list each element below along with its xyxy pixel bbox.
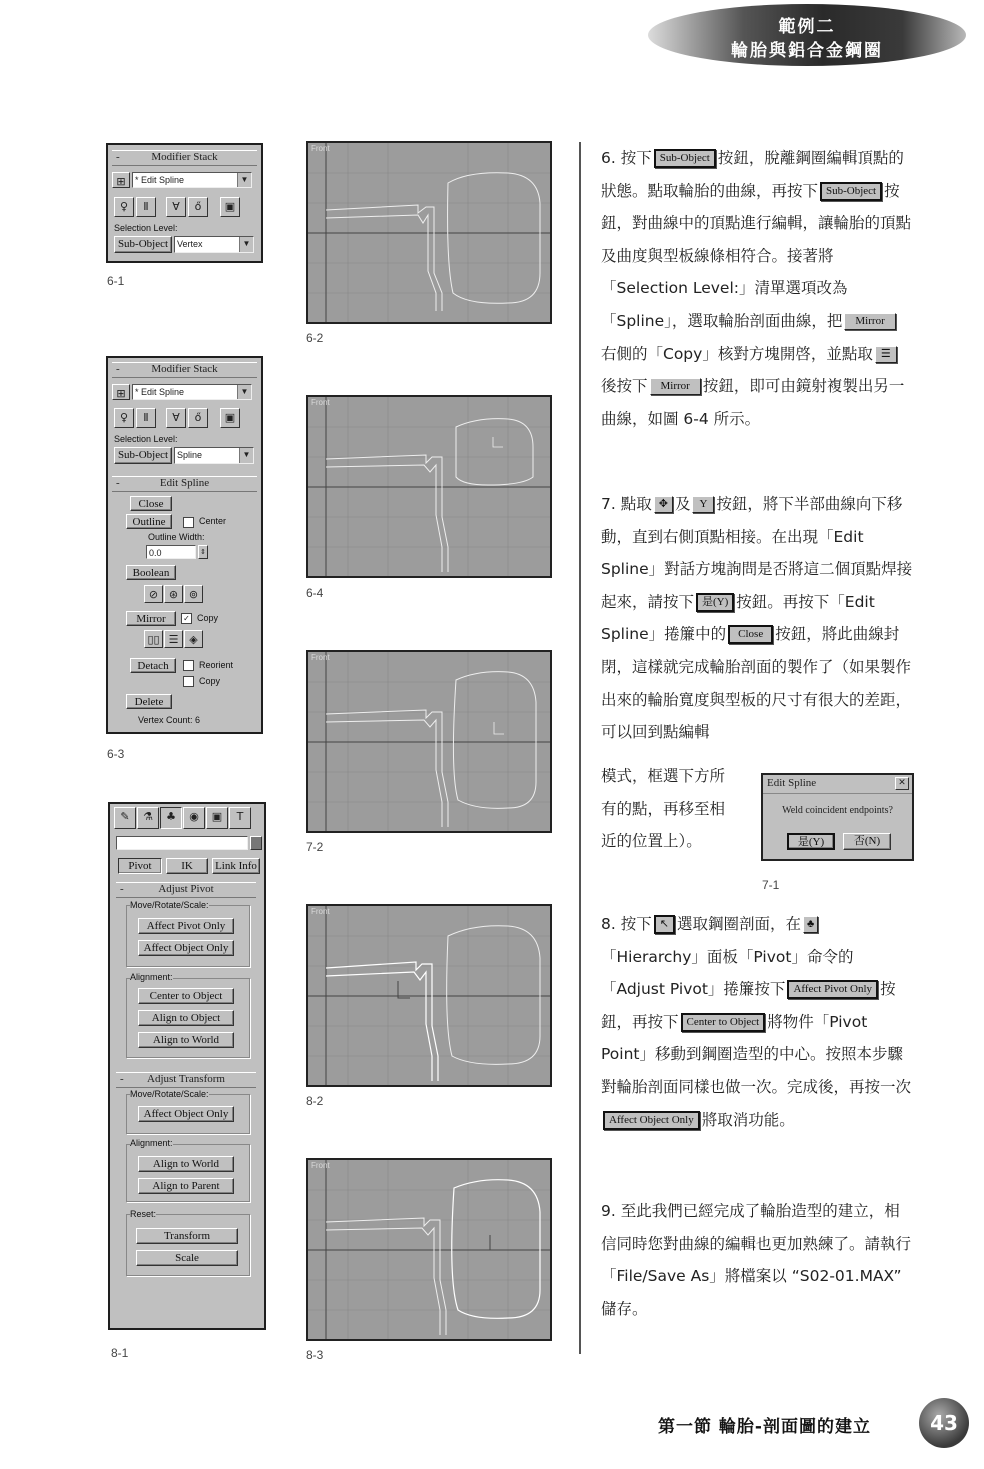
center-to-object-button[interactable]: Center to Object xyxy=(138,988,234,1004)
make-unique-icon[interactable]: ∀ xyxy=(166,197,186,217)
scale-button[interactable]: Scale xyxy=(136,1250,238,1266)
weld-dialog xyxy=(761,773,914,861)
affect-object-only-button[interactable]: Affect Object Only xyxy=(138,940,234,956)
edit-spline-rollout-header[interactable]: - Edit Spline xyxy=(112,476,257,492)
page-number: 43 xyxy=(919,1398,969,1448)
move-inline-icon[interactable]: ✥ xyxy=(654,496,673,513)
group-label: Alignment: xyxy=(130,1138,173,1148)
close-button[interactable]: Close xyxy=(130,496,172,511)
group-label: Reset: xyxy=(130,1209,157,1219)
subtraction-icon[interactable]: ⊛ xyxy=(164,585,183,603)
outline-width-input[interactable]: 0.0 xyxy=(146,545,196,559)
modifier-dropdown[interactable] xyxy=(132,384,252,400)
figure-caption: 6-2 xyxy=(306,331,324,345)
sub-object-inline-button[interactable]: Sub-Object xyxy=(820,182,882,201)
y-constraint-inline-button[interactable]: Y xyxy=(692,496,714,513)
rollout-header[interactable]: - Modifier Stack xyxy=(112,362,257,378)
selection-level-label: Selection Level: xyxy=(114,223,178,233)
vertex-count: Vertex Count: 6 xyxy=(138,715,201,725)
yes-button[interactable]: 是(Y) xyxy=(787,833,835,850)
display-tab-icon[interactable]: ▣ xyxy=(206,807,228,829)
viewport-7-2[interactable] xyxy=(306,650,552,833)
dropdown-value: * Edit Spline xyxy=(135,175,185,185)
affect-object-only-inline-button[interactable]: Affect Object Only xyxy=(603,1111,700,1130)
text: 及 xyxy=(674,495,691,513)
copy-checkbox[interactable]: ✓ xyxy=(181,613,192,624)
tab-pivot[interactable]: Pivot xyxy=(118,858,162,874)
viewport-drawing xyxy=(308,652,550,831)
outline-width-label: Outline Width: xyxy=(148,532,205,542)
step-8-text xyxy=(601,908,913,1136)
adjust-pivot-header[interactable]: - Adjust Pivot xyxy=(116,882,256,898)
adjust-transform-header[interactable]: - Adjust Transform xyxy=(116,1072,256,1088)
delete-button[interactable]: Delete xyxy=(126,694,172,709)
pin-stack-icon[interactable]: ⊞ xyxy=(112,384,130,400)
align-to-object-button[interactable]: Align to Object xyxy=(138,1010,234,1026)
figure-caption: 8-1 xyxy=(111,1346,129,1360)
text: 按鈕，即可由鏡射複製出另一曲線，如圖 6-4 所示。 xyxy=(601,377,905,428)
utilities-tab-icon[interactable]: T xyxy=(229,807,251,829)
copy-label: Copy xyxy=(197,613,219,623)
align-to-world-button-2[interactable]: Align to World xyxy=(138,1156,234,1172)
union-icon[interactable]: ⊘ xyxy=(144,585,163,603)
rollout-title: Adjust Pivot xyxy=(158,883,214,895)
chevron-down-icon: ▼ xyxy=(237,173,251,187)
rollout-title: Modifier Stack xyxy=(151,363,218,375)
level-value: Vertex xyxy=(177,239,203,249)
text: 按鈕，脫離鋼圈編輯頂點的狀態。點取輪胎的曲線，再按下 xyxy=(601,149,904,200)
viewport-8-3[interactable] xyxy=(306,1158,552,1341)
rollout-title: Modifier Stack xyxy=(151,151,218,163)
viewport-label: Front xyxy=(311,398,330,407)
chapter-badge xyxy=(648,4,966,66)
sub-object-inline-button[interactable]: Sub-Object xyxy=(654,149,716,168)
chevron-down-icon: ▼ xyxy=(239,448,253,463)
remove-modifier-icon[interactable]: ő xyxy=(188,408,208,428)
level-dropdown[interactable] xyxy=(174,447,254,464)
section-footer: 第一節 輪胎-剖面圖的建立 xyxy=(658,1417,871,1437)
level-dropdown[interactable] xyxy=(174,236,254,253)
create-tab-icon[interactable]: ✎ xyxy=(114,807,136,829)
intersection-icon[interactable]: ⊚ xyxy=(184,585,203,603)
close-inline-button[interactable]: Close xyxy=(728,625,773,644)
text: 按鈕，將此曲線封閉，這樣就完成輪胎剖面的製作了（如果製作出來的輪胎寬度與型板的尺寸有很大的差距，可以回到點編輯 xyxy=(601,625,912,742)
modifier-dropdown[interactable] xyxy=(132,172,252,188)
text: 按鈕，對曲線中的頂點進行編輯，讓輪胎的頂點及曲度與型板線條相符合。接著將「Selection Level:」清單選項改為「Spline」，選取輪胎剖面曲線，把 xyxy=(601,181,912,330)
viewport-drawing xyxy=(308,906,550,1085)
chevron-down-icon: ▼ xyxy=(237,385,251,399)
show-end-result-icon[interactable]: Ⅱ xyxy=(136,408,156,428)
remove-modifier-icon[interactable]: ő xyxy=(188,197,208,217)
mirror-button[interactable]: Mirror xyxy=(126,611,176,626)
mirror-vertical-icon[interactable]: ☰ xyxy=(164,630,183,648)
viewport-label: Front xyxy=(311,653,330,662)
edit-stack-icon[interactable]: ▣ xyxy=(220,408,240,428)
text: 將物件「Pivot Point」移動到鋼圈造型的中心。按照本步驟對輪胎剖面同樣也做一次。完成後，再按一次 xyxy=(601,1012,912,1096)
active-inactive-icon[interactable]: ♀ xyxy=(114,408,134,428)
modify-tab-icon[interactable]: ⚗ xyxy=(137,807,159,829)
dropdown-value: * Edit Spline xyxy=(135,387,185,397)
text: 8. 按下 xyxy=(601,915,652,933)
viewport-8-2[interactable] xyxy=(306,904,552,1087)
figure-caption: 8-3 xyxy=(306,1348,324,1362)
text: 「Hierarchy」面板「Pivot」命令的「Adjust Pivot」捲簾按下 xyxy=(601,947,854,999)
mirror-both-icon[interactable]: ◈ xyxy=(184,630,203,648)
badge-line2: 輪胎與鋁合金鋼圈 xyxy=(731,41,883,61)
step-6-text xyxy=(601,142,913,435)
motion-tab-icon[interactable]: ◉ xyxy=(183,807,205,829)
dialog-titlebar xyxy=(763,775,912,794)
figure-caption: 7-1 xyxy=(762,878,780,892)
edit-stack-icon[interactable]: ▣ xyxy=(220,197,240,217)
make-unique-icon[interactable]: ∀ xyxy=(166,408,186,428)
chevron-down-icon: ▼ xyxy=(239,237,253,252)
group-label: Alignment: xyxy=(130,972,173,982)
text: 模式，框選下方所 xyxy=(601,767,726,785)
align-to-world-button[interactable]: Align to World xyxy=(138,1032,234,1048)
reset-group xyxy=(126,1214,250,1276)
rollout-header[interactable]: - Modifier Stack xyxy=(112,150,257,166)
text: 右側的「Copy」核對方塊開啓，並點取 xyxy=(601,344,873,363)
center-label: Center xyxy=(199,516,227,526)
outline-button[interactable]: Outline xyxy=(126,514,172,529)
object-name-field[interactable] xyxy=(116,836,248,850)
reorient-checkbox[interactable] xyxy=(183,660,194,671)
align-to-parent-button[interactable]: Align to Parent xyxy=(138,1178,234,1194)
step-7-text xyxy=(601,488,913,749)
pin-stack-icon[interactable]: ⊞ xyxy=(112,172,130,188)
active-inactive-icon[interactable]: ♀ xyxy=(114,197,134,217)
group-label: Move/Rotate/Scale: xyxy=(130,900,209,910)
step-7-tail xyxy=(601,760,751,858)
figure-caption: 6-4 xyxy=(306,586,324,600)
reorient-label: Reorient xyxy=(199,660,234,670)
rollout-title: Adjust Transform xyxy=(147,1073,225,1085)
badge-line1: 範例二 xyxy=(778,17,836,37)
text: 選取鋼圈剖面，在 xyxy=(676,915,801,933)
text: 7. 點取 xyxy=(601,495,652,513)
mirror-horizontal-icon[interactable]: ▯▯ xyxy=(144,630,163,648)
transform-button[interactable]: Transform xyxy=(136,1228,238,1244)
select-arrow-inline-icon[interactable]: ↖ xyxy=(654,915,675,934)
mirror-vertical-inline-icon[interactable]: ☰ xyxy=(875,346,897,363)
viewport-label: Front xyxy=(311,144,330,153)
modifier-stack-panel-6-1 xyxy=(106,143,263,263)
sub-object-button[interactable]: Sub-Object xyxy=(114,447,172,464)
column-divider xyxy=(579,142,581,1354)
text: 有的點，再移至相 xyxy=(601,799,726,818)
hierarchy-inline-icon[interactable]: ♣ xyxy=(803,916,818,933)
color-swatch[interactable] xyxy=(250,836,262,850)
tab-ik[interactable]: IK xyxy=(166,858,208,874)
yes-inline-button[interactable]: 是(Y) xyxy=(696,593,734,612)
text: 6. 按下 xyxy=(601,149,652,167)
spinner-icon[interactable]: ⇕ xyxy=(198,545,208,559)
no-button[interactable]: 否(N) xyxy=(843,833,891,850)
rollout-title: Edit Spline xyxy=(159,477,210,489)
copy2-checkbox[interactable] xyxy=(183,676,194,687)
close-icon[interactable]: ✕ xyxy=(895,777,909,790)
figure-caption: 8-2 xyxy=(306,1094,324,1108)
text: 按鈕，再按下 xyxy=(601,980,896,1031)
viewport-drawing xyxy=(308,1160,550,1339)
affect-object-only-button-2[interactable]: Affect Object Only xyxy=(138,1106,234,1122)
viewport-drawing xyxy=(308,397,550,576)
center-to-object-inline-button[interactable]: Center to Object xyxy=(681,1013,766,1032)
boolean-button[interactable]: Boolean xyxy=(126,565,176,580)
viewport-label: Front xyxy=(311,1161,330,1170)
text: 近的位置上）。 xyxy=(601,832,702,851)
text: 按鈕，將下半部曲線向下移動，直到右側頂點相接。在出現「Edit Spline」對話方塊詢問是否將這二個頂點焊接起來，請按下 xyxy=(601,495,913,611)
mirror-inline-button[interactable]: Mirror xyxy=(650,378,701,395)
viewport-drawing xyxy=(308,143,550,322)
move-group xyxy=(126,905,250,967)
affect-pivot-only-inline-button[interactable]: Affect Pivot Only xyxy=(787,980,878,999)
viewport-6-4[interactable] xyxy=(306,395,552,578)
group-label: Move/Rotate/Scale: xyxy=(130,1089,209,1099)
mirror-inline-button[interactable]: Mirror xyxy=(844,313,895,330)
selection-level-label: Selection Level: xyxy=(114,434,178,444)
text: 將取消功能。 xyxy=(701,1110,795,1129)
detach-button[interactable]: Detach xyxy=(130,658,176,673)
show-end-result-icon[interactable]: Ⅱ xyxy=(136,197,156,217)
step-9-text: 9. 至此我們已經完成了輪胎造型的建立，相信同時您對曲線的編輯也更加熟練了。請執行「File/Save As」將檔案以 “S02-01.MAX” 儲存。 xyxy=(601,1202,912,1318)
sub-object-button[interactable]: Sub-Object xyxy=(114,236,172,253)
hierarchy-panel-8-1 xyxy=(108,802,266,1330)
figure-caption: 6-3 xyxy=(107,747,125,761)
dialog-title: Edit Spline xyxy=(767,777,817,789)
center-checkbox[interactable] xyxy=(183,517,194,528)
modifier-stack-panel-6-3 xyxy=(106,356,263,734)
affect-pivot-only-button[interactable]: Affect Pivot Only xyxy=(138,918,234,934)
figure-caption: 7-2 xyxy=(306,840,324,854)
hierarchy-tab-icon[interactable]: ♣ xyxy=(160,807,182,829)
copy2-label: Copy xyxy=(199,676,221,686)
viewport-6-2[interactable] xyxy=(306,141,552,324)
viewport-label: Front xyxy=(311,907,330,916)
tab-link-info[interactable]: Link Info xyxy=(212,858,260,874)
dialog-message: Weld coincident endpoints? xyxy=(782,805,893,816)
level-value: Spline xyxy=(177,450,203,460)
figure-caption: 6-1 xyxy=(107,274,125,288)
text: 按鈕。再按下「Edit Spline」捲簾中的 xyxy=(601,592,875,644)
text: 後按下 xyxy=(601,377,648,396)
